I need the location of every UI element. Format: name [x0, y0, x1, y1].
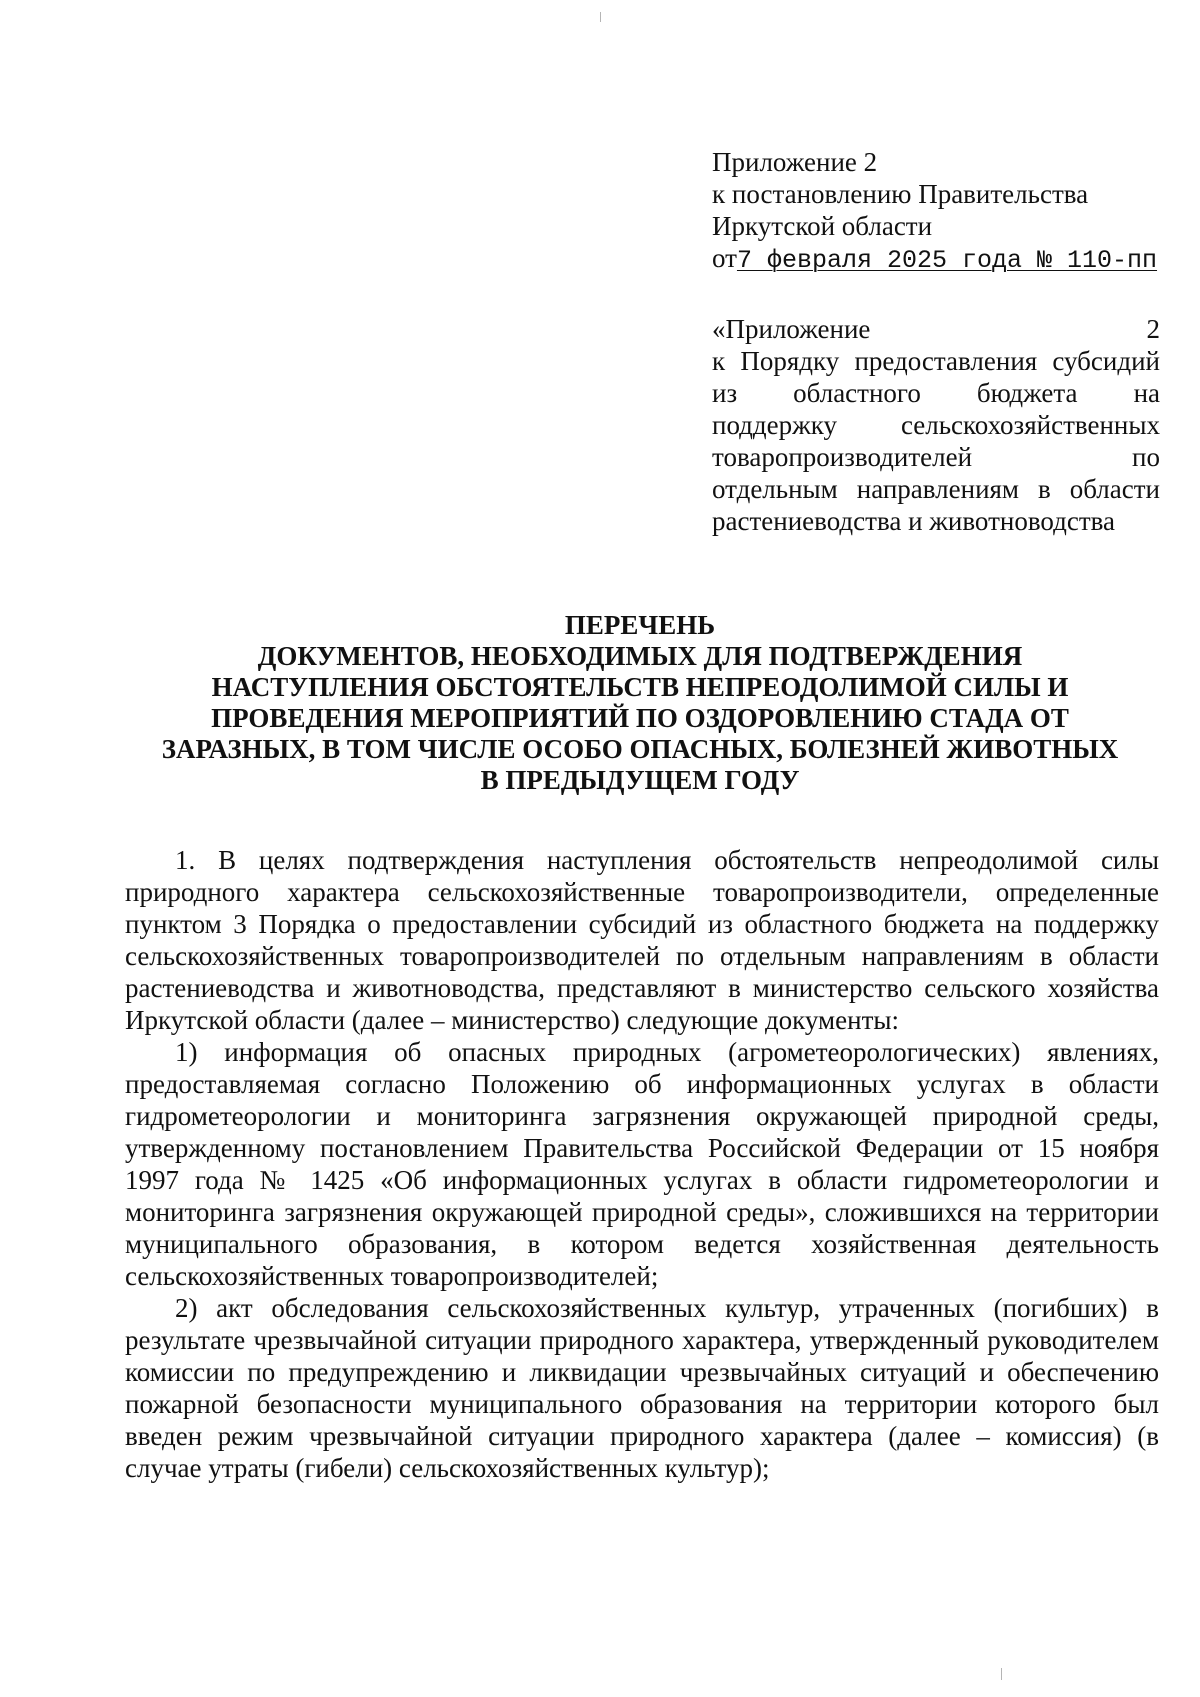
body-paragraph: 2) акт обследования сельскохозяйственных культур, утраченных (погибших) в результате чрезвычайной ситуации природного характера, утвержденный руководителем комиссии по предупреждению и ликвидации чрезвычайных ситуаций и обеспечению пожарной безопасности муниципального образования на территории которого был введен режим чрезвычайной ситуации природного характера (далее – комиссия) (в случае утраты (гибели) сельскохозяйственных культур);	[125, 1293, 1159, 1483]
appendix-header	[712, 146, 1160, 277]
sub-appendix-line: отдельным направлениям в области	[712, 474, 1160, 504]
sub-appendix-line: к Порядку предоставления субсидий	[712, 346, 1160, 376]
document-title	[120, 610, 1160, 796]
sub-appendix-line: поддержку сельскохозяйственных	[712, 410, 1160, 440]
resolution-date-value: 7 февраля 2025 года № 110-пп	[736, 246, 1158, 275]
sub-appendix-line: «Приложение 2	[712, 314, 1160, 344]
sub-appendix-line: товаропроизводителей по	[712, 442, 1160, 472]
title-line: В ПРЕДЫДУЩЕМ ГОДУ	[480, 765, 800, 795]
sub-appendix-line: растениеводства и животноводства	[712, 506, 1116, 536]
title-line: ПРОВЕДЕНИЯ МЕРОПРИЯТИЙ ПО ОЗДОРОВЛЕНИЮ СТАДА ОТ	[211, 703, 1069, 733]
title-line: НАСТУПЛЕНИЯ ОБСТОЯТЕЛЬСТВ НЕПРЕОДОЛИМОЙ СИЛЫ И	[211, 672, 1069, 702]
sub-appendix-line: из областного бюджета на	[712, 378, 1160, 408]
scan-artifact-bottom	[1001, 1668, 1002, 1680]
document-body	[125, 844, 1159, 1484]
body-paragraph: 1. В целях подтверждения наступления обстоятельств непреодолимой силы природного характера сельскохозяйственные товаропроизводители, определенные пунктом 3 Порядка о предоставлении субсидий из областного бюджета на поддержку сельскохозяйственных товаропроизводителей по отдельным направлениям в области растениеводства и животноводства, представляют в министерство сельского хозяйства Иркутской области (далее – министерство) следующие документы:	[125, 845, 1159, 1035]
body-paragraph: 1) информация об опасных природных (агрометеорологических) явлениях, предоставляемая согласно Положению об информационных услугах в области гидрометеорологии и мониторинга загрязнения окружающей природной среды, утвержденному постановлением Правительства Российской Федерации от 15 ноября 1997 года № 1425 «Об информационных услугах в области гидрометеорологии и мониторинга загрязнения окружающей природной среды», сложившихся на территории муниципального образования, в котором ведется хозяйственная деятельность сельскохозяйственных товаропроизводителей;	[125, 1037, 1159, 1291]
title-line: ПЕРЕЧЕНЬ	[564, 610, 716, 640]
appendix-header-line: Приложение 2	[712, 147, 878, 177]
resolution-date-line	[712, 242, 1160, 277]
sub-appendix-header	[712, 313, 1160, 537]
scan-artifact-top	[600, 12, 601, 22]
title-line: ЗАРАЗНЫХ, В ТОМ ЧИСЛЕ ОСОБО ОПАСНЫХ, БОЛЕЗНЕЙ ЖИВОТНЫХ	[161, 734, 1119, 764]
appendix-header-line: Иркутской области	[712, 211, 933, 241]
date-prefix: от	[712, 243, 737, 273]
title-line: ДОКУМЕНТОВ, НЕОБХОДИМЫХ ДЛЯ ПОДТВЕРЖДЕНИЯ	[257, 641, 1023, 671]
appendix-header-line: к постановлению Правительства	[712, 179, 1089, 209]
